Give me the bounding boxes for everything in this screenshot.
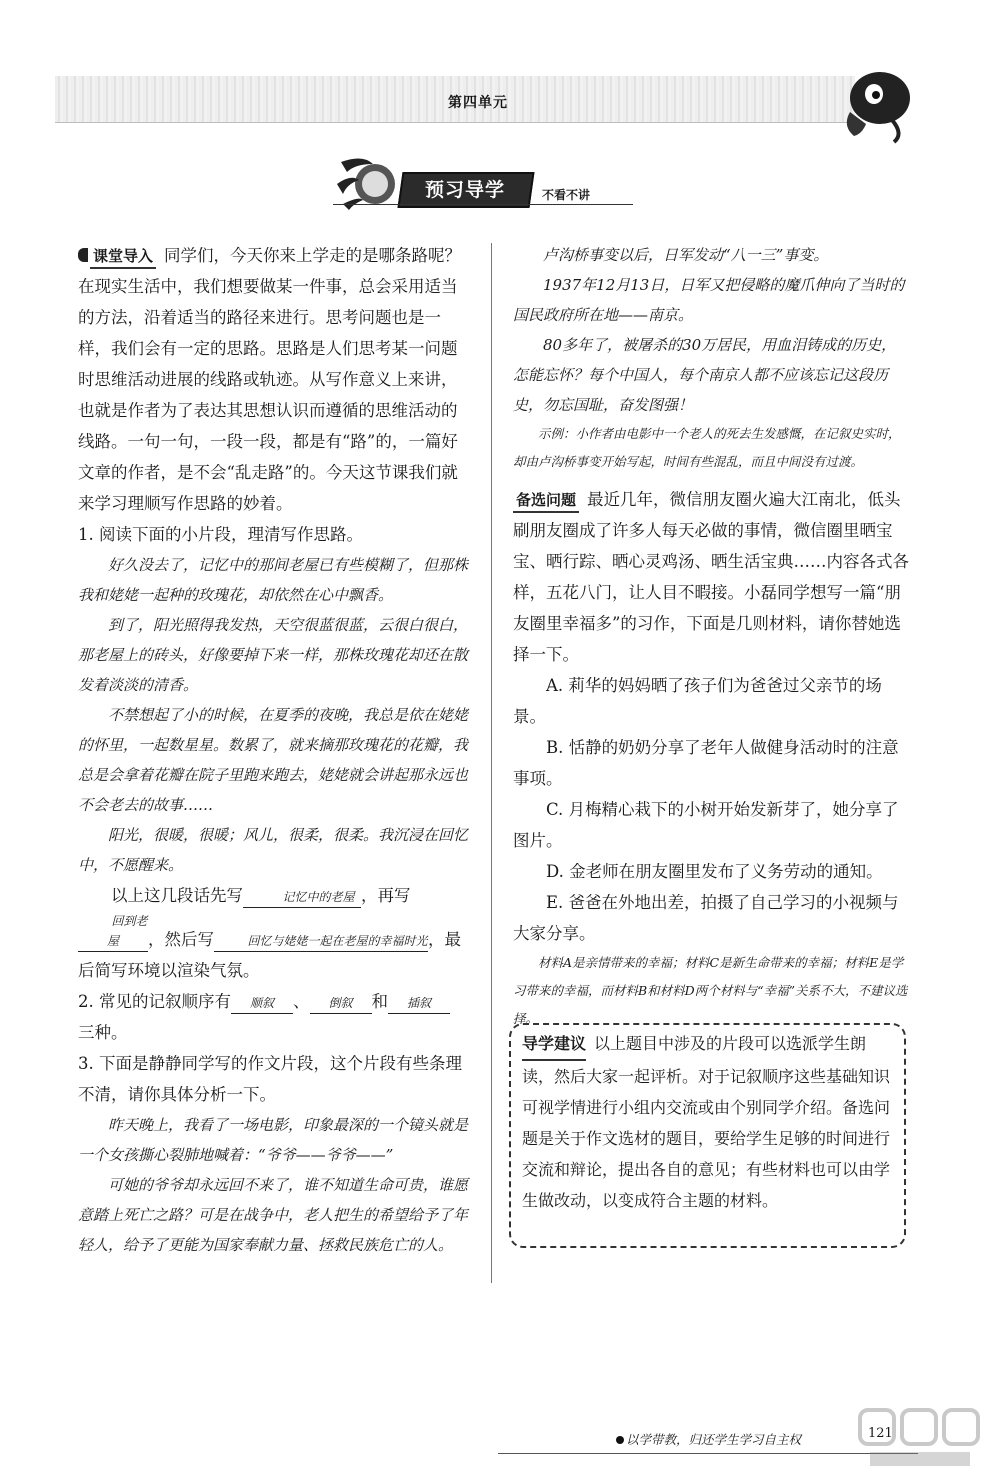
banner-underline — [333, 204, 633, 205]
option-b: B. 恬静的奶奶分享了老年人做健身活动时的注意事项。 — [513, 738, 899, 788]
q1-answer-text-c: ，然后写 — [148, 930, 214, 949]
q1-answer-text-d: ，最后简写环境以渲染气氛。 — [78, 930, 461, 980]
footer-dot — [616, 1436, 624, 1444]
q1-paragraph-3: 不禁想起了小的时候，在夏季的夜晚，我总是依在姥姥的怀里，一起数星星。数累了，就来摘那玫瑰花的花瓣，我总是会拿着花瓣在院子里跑来跑去，姥姥就会讲起那永远也不会老去的故事…… — [78, 706, 469, 814]
page-number: 121 — [868, 1426, 893, 1441]
right-column — [513, 240, 911, 1033]
unit-title: 第四单元 — [448, 95, 508, 111]
q1-answer — [78, 880, 472, 986]
watermark-logo-icon — [850, 1400, 990, 1470]
q1-blank-1: 记忆中的老屋 — [243, 887, 361, 908]
q2-blank-3: 插叙 — [388, 993, 450, 1014]
option-a: A. 莉华的妈妈晒了孩子们为爸爸过父亲节的场景。 — [513, 676, 882, 726]
bookmark-icon — [78, 248, 88, 262]
q2-text-a: 2. 常见的记叙顺序有 — [78, 992, 231, 1011]
q2-separator-2: 和 — [371, 992, 388, 1011]
q2-text-b: 三种。 — [78, 1023, 128, 1042]
q2-blank-2: 倒叙 — [310, 993, 372, 1014]
q3-paragraph-4: 1937年12月13日，日军又把侵略的魔爪伸向了当时的国民政府所在地——南京。 — [513, 276, 905, 324]
q3-paragraph-5: 80多年了，被屠杀的30万居民，用血泪铸成的历史，怎能忘怀？每个中国人，每个南京人都不应该忘记这段历史，勿忘国耻，奋发图强！ — [513, 336, 897, 414]
intro-tag: 课堂导入 — [90, 245, 156, 269]
guide-tag: 导学建议 — [522, 1028, 586, 1061]
q1-paragraph-4: 阳光，很暖，很暖；风儿，很柔，很柔。我沉浸在回忆中，不愿醒来。 — [78, 826, 469, 874]
q1-answer-text-b: ，再写 — [361, 886, 411, 905]
q1-title: 1. 阅读下面的小片段，理清写作思路。 — [78, 525, 363, 544]
alt-text: 最近几年，微信朋友圈火遍大江南北，低头刷朋友圈成了许多人每天必做的事情，微信圈里晒宝宝、晒行踪、晒心灵鸡汤、晒生活宝典……内容各式各样，五花八门，让人目不暇接。小磊同学想写一篇“朋友圈里幸福多”的习作，下面是几则材料，请你替她选择一下。 — [513, 490, 909, 664]
option-c: C. 月梅精心栽下的小树开始发新芽了，她分享了图片。 — [513, 800, 899, 850]
q2 — [78, 986, 472, 1048]
option-e: E. 爸爸在外地出差，拍摄了自己学习的小视频与大家分享。 — [513, 893, 899, 943]
left-column — [78, 240, 472, 1260]
q3-paragraph-3: 卢沟桥事变以后，日军发动“八一三”事变。 — [543, 246, 829, 264]
q2-separator-1: 、 — [293, 992, 310, 1011]
alt-tag: 备选问题 — [513, 489, 579, 513]
alt-question — [513, 484, 911, 670]
guide-text: 以上题目中涉及的片段可以选派学生朗读，然后大家一起评析。对于记叙顺序这些基础知识可视学情进行小组内交流或由个别同学介绍。备选问题是关于作文选材的题目，要给学生足够的时间进行交流和辩论，提出各自的意见；有些材料也可以由学生做改动，以变成符合主题的材料。 — [522, 1034, 891, 1210]
footer-slogan: 以学带教，归还学生学习自主权 — [626, 1432, 802, 1447]
q1-blank-2: 回到老屋 — [78, 911, 148, 952]
section-title: 预习导学 — [424, 179, 505, 201]
q1-paragraph-2: 到了，阳光照得我发热，天空很蓝很蓝，云很白很白，那老屋上的砖头，好像要掉下来一样，那株玫瑰花却还在散发着淡淡的清香。 — [78, 616, 469, 694]
alt-answer: 材料A是亲情带来的幸福；材料C是新生命带来的幸福；材料E是学习带来的幸福，而材料B和材料D两个材料与“幸福”关系不大，不建议选择。 — [513, 955, 908, 1026]
q1-answer-text-a: 以上这几段话先写 — [111, 886, 243, 905]
q3-paragraph-2: 可她的爷爷却永远回不来了，谁不知道生命可贵，谁愿意踏上死亡之路？可是在战争中，老人把生的希望给予了年轻人，给予了更能为国家奉献力量、拯救民族危亡的人。 — [78, 1176, 469, 1254]
q1-blank-3: 回忆与姥姥一起在老屋的幸福时光 — [214, 931, 428, 952]
section-subtitle: 不看不讲 — [542, 188, 591, 202]
cartoon-mascot-icon — [832, 64, 922, 144]
q3-title: 3. 下面是静静同学写的作文片段，这个片段有些条理不清，请你具体分析一下。 — [78, 1054, 462, 1104]
q3-example-answer: 示例：小作者由电影中一个老人的死去生发感慨，在记叙史实时，却由卢沟桥事变开始写起，时间有些混乱，而且中间没有过渡。 — [513, 426, 901, 469]
option-d: D. 金老师在朋友圈里发布了义务劳动的通知。 — [546, 862, 883, 881]
q3-paragraph-1: 昨天晚上，我看了一场电影，印象最深的一个镜头就是一个女孩撕心裂肺地喊着：“爷爷——爷爷——” — [78, 1116, 469, 1164]
intro-text: 同学们，今天你来上学走的是哪条路呢？在现实生活中，我们想要做某一件事，总会采用适当的方法，沿着适当的路径来进行。思考问题也是一样，我们会有一定的思路。思路是人们思考某一问题时思维活动进展的线路或轨迹。从写作意义上来讲，也就是作者为了表达其思想认识而遵循的思维活动的线路。一句一句，一段一段，都是有“路”的，一篇好文章的作者，是不会“乱走路”的。今天这节课我们就来学习理顺写作思路的妙着。 — [78, 246, 462, 513]
q2-blank-1: 顺叙 — [231, 993, 293, 1014]
q1-paragraph-1: 好久没去了，记忆中的那间老屋已有些模糊了，但那株我和姥姥一起种的玫瑰花，却依然在心中飘香。 — [78, 556, 469, 604]
intro-paragraph — [78, 240, 472, 519]
column-divider — [491, 243, 492, 1283]
guide-paragraph — [522, 1028, 898, 1216]
